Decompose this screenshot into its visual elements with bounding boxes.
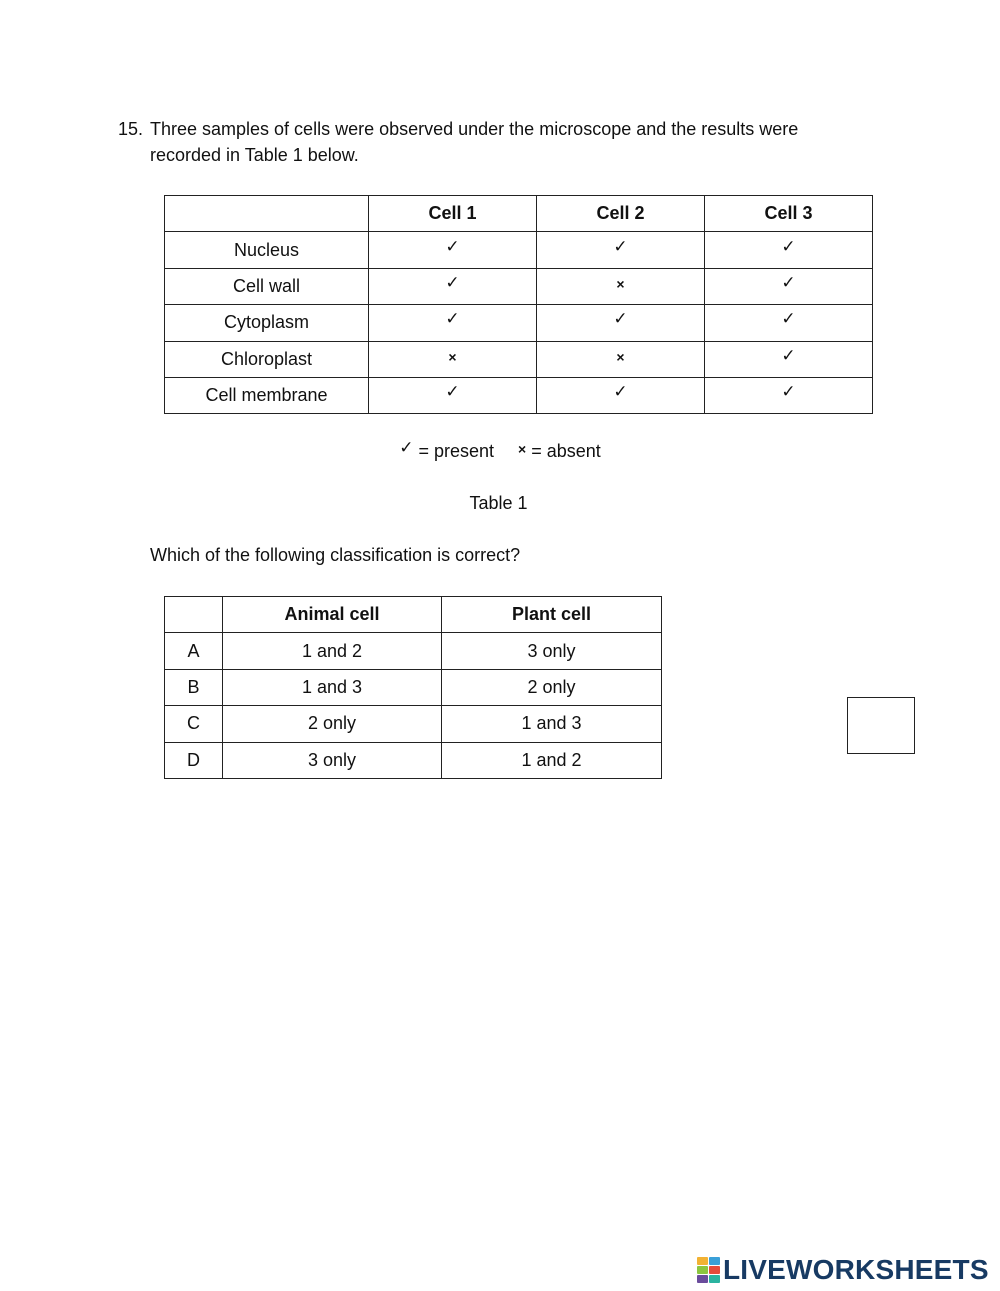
mark-cell — [369, 305, 537, 341]
table-row — [165, 268, 873, 304]
absent-label: = absent — [531, 441, 601, 461]
check-icon: ✓ — [781, 382, 796, 402]
table-row — [165, 377, 873, 413]
plant-cell-value: 3 only — [442, 633, 662, 669]
mark-cell — [369, 341, 537, 377]
check-icon: ✓ — [445, 309, 460, 329]
animal-cell-value: 2 only — [223, 706, 442, 742]
question-text-line1: Three samples of cells were observed under the microscope and the results were — [150, 119, 799, 139]
table-header-cell: Cell 2 — [537, 196, 705, 232]
table-row — [165, 341, 873, 377]
liveworksheets-logo — [697, 1256, 989, 1284]
check-icon: ✓ — [613, 309, 628, 329]
option-letter: C — [165, 706, 223, 742]
cross-icon: × — [616, 275, 625, 292]
table-header-row — [165, 597, 662, 633]
observation-table — [164, 195, 873, 414]
check-icon: ✓ — [781, 272, 796, 292]
table-row — [165, 706, 662, 742]
check-icon: ✓ — [445, 236, 460, 256]
sub-question: Which of the following classification is correct? — [150, 545, 521, 565]
row-label: Nucleus — [165, 232, 369, 268]
check-icon: ✓ — [445, 272, 460, 292]
cross-icon: × — [448, 348, 457, 365]
table-row — [165, 669, 662, 705]
table-row — [165, 305, 873, 341]
liveworksheets-logo-icon — [697, 1257, 720, 1283]
table-header-cell: Animal cell — [223, 597, 442, 633]
table-header-cell — [165, 196, 369, 232]
mark-cell — [537, 305, 705, 341]
plant-cell-value: 2 only — [442, 669, 662, 705]
check-icon: ✓ — [613, 382, 628, 402]
check-icon: ✓ — [445, 382, 460, 402]
legend — [0, 438, 1000, 462]
table-header-cell: Plant cell — [442, 597, 662, 633]
table-header-cell — [165, 597, 223, 633]
check-icon: ✓ — [781, 236, 796, 256]
mark-cell — [705, 232, 873, 268]
animal-cell-value: 1 and 2 — [223, 633, 442, 669]
question-number: 15. — [118, 119, 144, 139]
row-label: Cell wall — [165, 268, 369, 304]
check-icon: ✓ — [613, 236, 628, 256]
logo-text: LIVEWORKSHEETS — [723, 1254, 989, 1285]
present-label: = present — [418, 441, 495, 461]
row-label: Cell membrane — [165, 377, 369, 413]
row-label: Chloroplast — [165, 341, 369, 377]
mark-cell — [705, 305, 873, 341]
mark-cell — [369, 232, 537, 268]
table-row — [165, 633, 662, 669]
option-letter: B — [165, 669, 223, 705]
table-header-row — [165, 196, 873, 232]
table-caption: Table 1 — [469, 493, 528, 513]
cross-icon: × — [616, 348, 625, 365]
check-icon: ✓ — [781, 345, 796, 365]
table-row — [165, 742, 662, 778]
check-icon: ✓ — [781, 309, 796, 329]
cross-icon: × — [518, 441, 527, 457]
mark-cell — [537, 268, 705, 304]
mark-cell — [705, 341, 873, 377]
mark-cell — [369, 268, 537, 304]
mark-cell — [537, 377, 705, 413]
row-label: Cytoplasm — [165, 305, 369, 341]
mark-cell — [537, 341, 705, 377]
mark-cell — [369, 377, 537, 413]
mark-cell — [537, 232, 705, 268]
mark-cell — [705, 377, 873, 413]
table-row — [165, 232, 873, 268]
plant-cell-value: 1 and 2 — [442, 742, 662, 778]
mark-cell — [705, 268, 873, 304]
table-header-cell: Cell 3 — [705, 196, 873, 232]
option-letter: D — [165, 742, 223, 778]
check-icon: ✓ — [399, 438, 414, 457]
animal-cell-value: 3 only — [223, 742, 442, 778]
options-table — [164, 596, 662, 779]
table-header-cell: Cell 1 — [369, 196, 537, 232]
question-text-line2: recorded in Table 1 below. — [150, 145, 359, 165]
plant-cell-value: 1 and 3 — [442, 706, 662, 742]
option-letter: A — [165, 633, 223, 669]
animal-cell-value: 1 and 3 — [223, 669, 442, 705]
answer-box[interactable] — [847, 697, 915, 754]
